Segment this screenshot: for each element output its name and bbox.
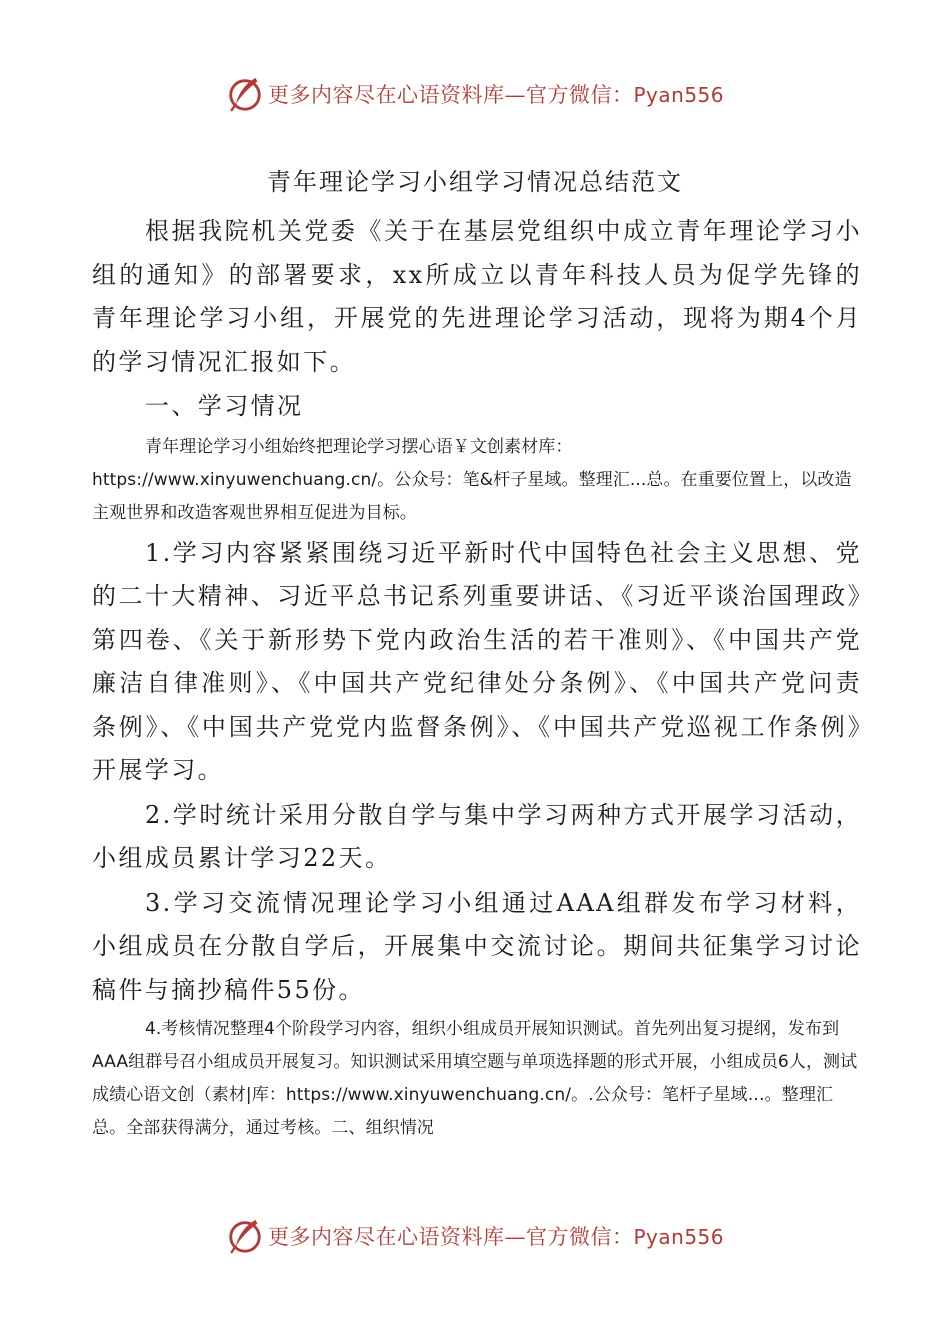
quill-pen-logo-icon (226, 1217, 264, 1255)
section-heading: 一、学习情况 (145, 392, 304, 420)
banner-text (268, 1221, 724, 1251)
banner-brand-text: 更多内容尽在心语资料库—官方微信： (267, 1225, 634, 1249)
footer-banner (0, 1214, 950, 1258)
item-study-content: 1.学习内容紧紧围绕习近平新时代中国特色社会主义思想、党的二十大精神、习近平总书记系列重要讲话、《习近平谈治国理政》第四卷、《关于新形势下党内政治生活的若干准则》、《中国共产党廉洁自律准则》、《中国共产党纪律处分条例》、《中国共产党问责条例》、《中国共产党党内监督条例》、《中国共产党巡视工作条例》开展学习。 (92, 538, 862, 784)
section-lead-paragraph: 青年理论学习小组始终把理论学习摆心语￥文创素材库：https://www.xinyuwenchuang.cn/。公众号：笔&杆子星域。整理汇...总。在重要位置上，以改造主观世界和改造客观世界相互促进为目标。 (92, 436, 852, 523)
banner-text (268, 79, 724, 109)
document-title: 青年理论学习小组学习情况总结范文 (267, 168, 683, 196)
item-assessment: 4.考核情况整理4个阶段学习内容，组织小组成员开展知识测试。首先列出复习提纲，发布到AAA组群号召小组成员开展复习。知识测试采用填空题与单项选择题的形式开展，小组成员6人，测试成绩心语文创（素材|库：https://www.xinyuwenchuang.cn/。.公众号：笔杆子星域…。整理汇总。全部获得满分，通过考核。二、组织情况 (92, 1019, 858, 1138)
banner-brand-text: 更多内容尽在心语资料库—官方微信： (267, 83, 634, 107)
item-study-hours: 2.学时统计采用分散自学与集中学习两种方式开展学习活动，小组成员累计学习22天。 (92, 800, 862, 872)
intro-paragraph: 根据我院机关党委《关于在基层党组织中成立青年理论学习小组的通知》的部署要求，xx所成立以青年科技人员为促学先锋的青年理论学习小组，开展党的先进理论学习活动，现将为期4个月的学习情况汇报如下。 (92, 217, 862, 376)
document-body (92, 210, 862, 1147)
header-banner (0, 72, 950, 116)
wechat-id: Pyan556 (633, 83, 724, 107)
quill-pen-logo-icon (226, 75, 264, 113)
item-study-exchange: 3.学习交流情况理论学习小组通过AAA组群发布学习材料，小组成员在分散自学后，开展集中交流讨论。期间共征集学习讨论稿件与摘抄稿件55份。 (92, 888, 862, 1004)
wechat-id: Pyan556 (633, 1225, 724, 1249)
